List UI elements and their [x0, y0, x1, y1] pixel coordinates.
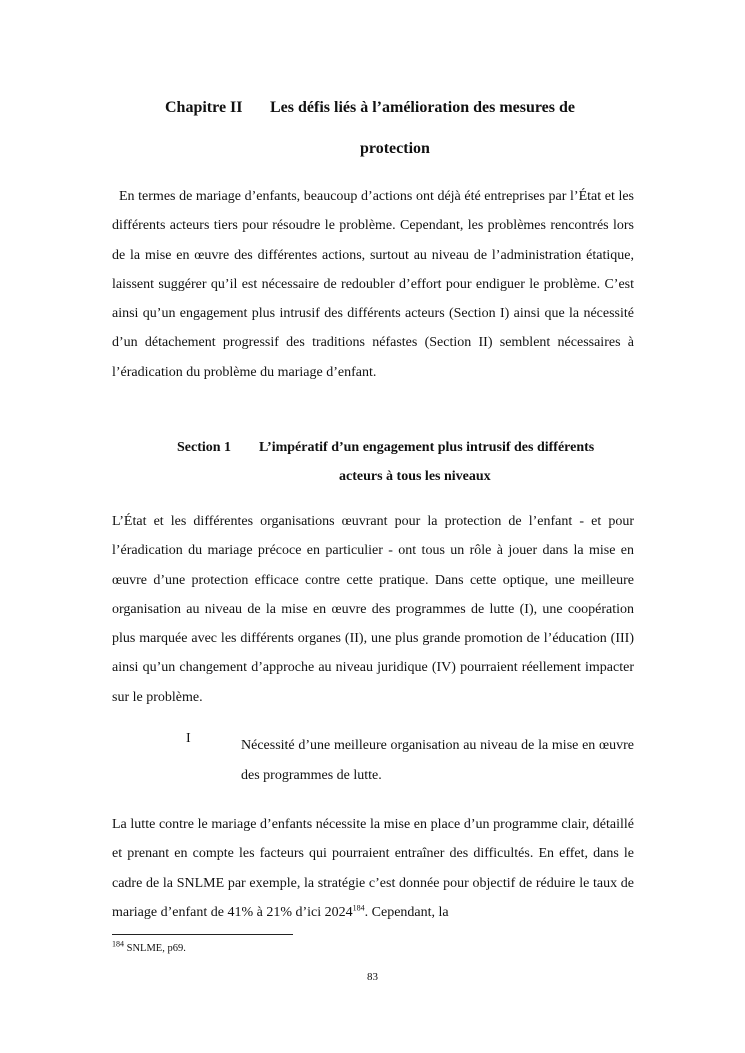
section-paragraph: L’État et les différentes organisations œuvrant pour la protection de l’enfant - et pour l’éradication du mariage précoce en particulier - ont tous un rôle à jouer dans la mise en œuvre d’une protection efficace contre cette pratique. Dans cette optique, une meilleure organisation au niveau de la mise en œuvre des programmes de lutte (I), une coopération plus marquée avec les différents organes (II), une plus grande promotion de l’éducation (III) ainsi qu’un changement d’approche au niveau juridique (IV) pourraient réellement impacter sur le problème.	[112, 514, 634, 705]
subsection-title: Nécessité d’une meilleure organisation au niveau de la mise en œuvre des programmes de lutte.	[241, 738, 634, 783]
footnote-reference[interactable]: 184	[352, 903, 365, 913]
final-paragraph-text: La lutte contre le mariage d’enfants nécessite la mise en place d’un programme clair, détaillé et prenant en compte les facteurs qui pourraient entraîner des difficultés. En effet, dans le cadre de la SNLME par exemple, la stratégie c’est donnée pour objectif de réduire le taux de mariage d’enfant de 41% à 21% d’ici 2024	[112, 817, 634, 920]
footnote	[112, 939, 186, 954]
chapter-title-line1: Les défis liés à l’amélioration des mesures de	[270, 99, 576, 116]
footnote-divider	[112, 934, 293, 935]
subsection-number: I	[186, 731, 191, 746]
chapter-number: Chapitre II	[165, 99, 243, 116]
footnote-text: SNLME, p69.	[124, 943, 186, 954]
chapter-heading-line1	[165, 99, 575, 117]
section-title-line2: acteurs à tous les niveaux	[339, 469, 491, 484]
final-paragraph-text-after: . Cependant, la	[364, 904, 449, 920]
section-number: Section 1	[177, 440, 232, 455]
section-title-line1: L’impératif d’un engagement plus intrusif des différents	[259, 440, 595, 455]
intro-paragraph: En termes de mariage d’enfants, beaucoup d’actions ont déjà été entreprises par l’État et les différents acteurs tiers pour résoudre le problème. Cependant, les problèmes rencontrés lors de la mise en œuvre des différentes actions, surtout au niveau de l’administration étatique, laissent suggérer qu’il est nécessaire de redoubler d’effort pour endiguer le problème. C’est ainsi qu’un engagement plus intrusif des différents acteurs (Section I) ainsi que la nécessité d’un détachement progressif des traditions néfastes (Section II) semblent nécessaires à l’éradication du problème du mariage d’enfant.	[112, 189, 634, 380]
final-paragraph	[112, 810, 634, 927]
chapter-title-line2: protection	[360, 140, 430, 157]
footnote-number: 184	[112, 939, 124, 949]
page-number: 83	[367, 971, 378, 983]
